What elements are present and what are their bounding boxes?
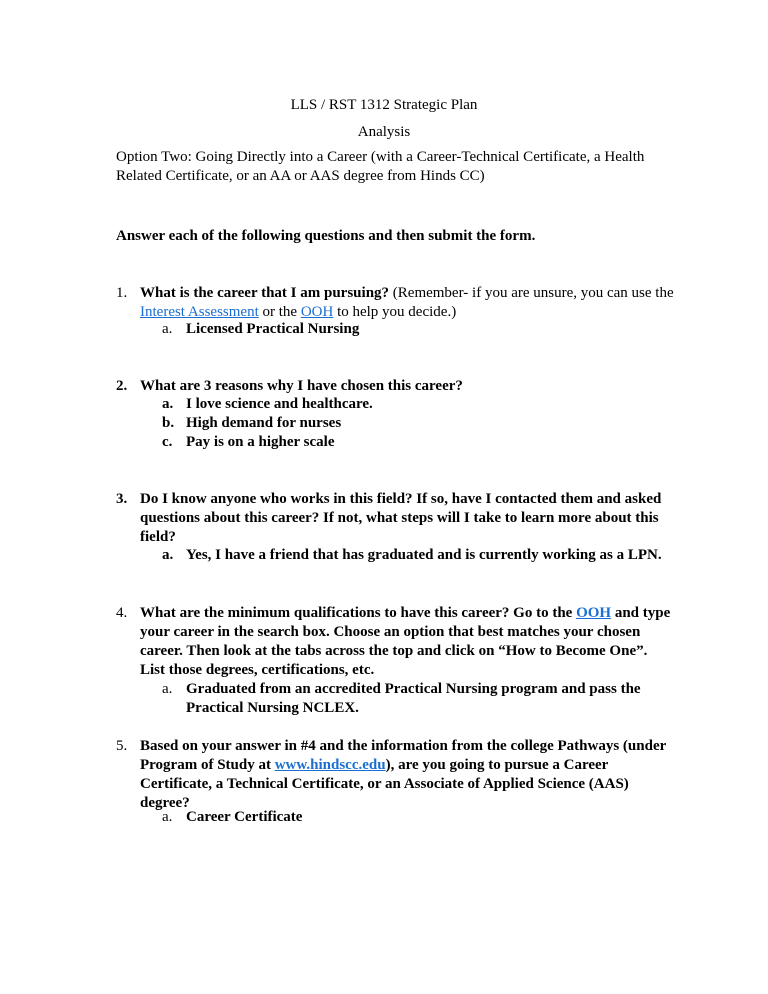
question-number: 4. (116, 605, 128, 621)
hindscc-link[interactable]: www.hindscc.edu (274, 757, 386, 773)
question-part-b: ), are you going to pursue a Career Certificate, a Technical Certificate, or an Associate of Applied Science (AAS) degree? (140, 757, 629, 811)
answer-letter: b. (162, 415, 175, 431)
answer-letter: c. (162, 434, 173, 450)
question-text (140, 737, 675, 813)
question-note-b: or the (258, 304, 301, 320)
question-number: 3. (116, 491, 128, 507)
answer-letter: a. (162, 809, 173, 825)
question-text: Do I know anyone who works in this field? If so, have I contacted them and asked questions about this career? If not, what steps will I take to learn more about this field? (140, 491, 662, 545)
document-subtitle: Analysis (357, 124, 411, 140)
question-part-a: What are the minimum qualifications to have this career? Go to the (140, 605, 577, 621)
answer-text: High demand for nurses (186, 415, 342, 431)
answer-letter: a. (162, 321, 173, 337)
document-title: LLS / RST 1312 Strategic Plan (290, 97, 478, 113)
question-number: 5. (116, 738, 128, 754)
question-bold: What is the career that I am pursuing? (140, 285, 390, 301)
answer-letter: a. (162, 681, 173, 697)
question-text: What are 3 reasons why I have chosen this career? (140, 378, 463, 394)
question-number: 2. (116, 378, 128, 394)
answer-letter: a. (162, 547, 174, 563)
question-part-a: Based on your answer in #4 and the information from the college Pathways (under Program of Study at (140, 738, 666, 773)
answer-text: Career Certificate (186, 809, 303, 825)
answer-text: Graduated from an accredited Practical Nursing program and pass the Practical Nursing NCLEX. (186, 681, 641, 716)
ooh-link[interactable]: OOH (576, 605, 612, 621)
question-part-b: and type your career in the search box. Choose an option that best matches your chosen career. Then look at the tabs across the top and click on “How to Become One”. List those degrees, certifications, etc. (140, 605, 671, 678)
intro-paragraph: Option Two: Going Directly into a Career (with a Career-Technical Certificate, a Health Related Certificate, or an AA or AAS degree from Hinds CC) (116, 149, 645, 184)
question-text (140, 284, 680, 322)
answer-text: Pay is on a higher scale (186, 434, 335, 450)
question-note-c: to help you decide.) (333, 304, 457, 320)
answer-text: Yes, I have a friend that has graduated and is currently working as a LPN. (186, 547, 662, 563)
ooh-link[interactable]: OOH (300, 304, 334, 320)
instruction-text: Answer each of the following questions and then submit the form. (116, 228, 536, 244)
question-text (140, 604, 675, 680)
answer-letter: a. (162, 396, 174, 412)
question-note-a: (Remember- if you are unsure, you can use the (389, 285, 674, 301)
answer-text: I love science and healthcare. (186, 396, 373, 412)
interest-assessment-link[interactable]: Interest Assessment (140, 304, 259, 320)
answer-text: Licensed Practical Nursing (186, 321, 360, 337)
question-number: 1. (116, 285, 128, 301)
